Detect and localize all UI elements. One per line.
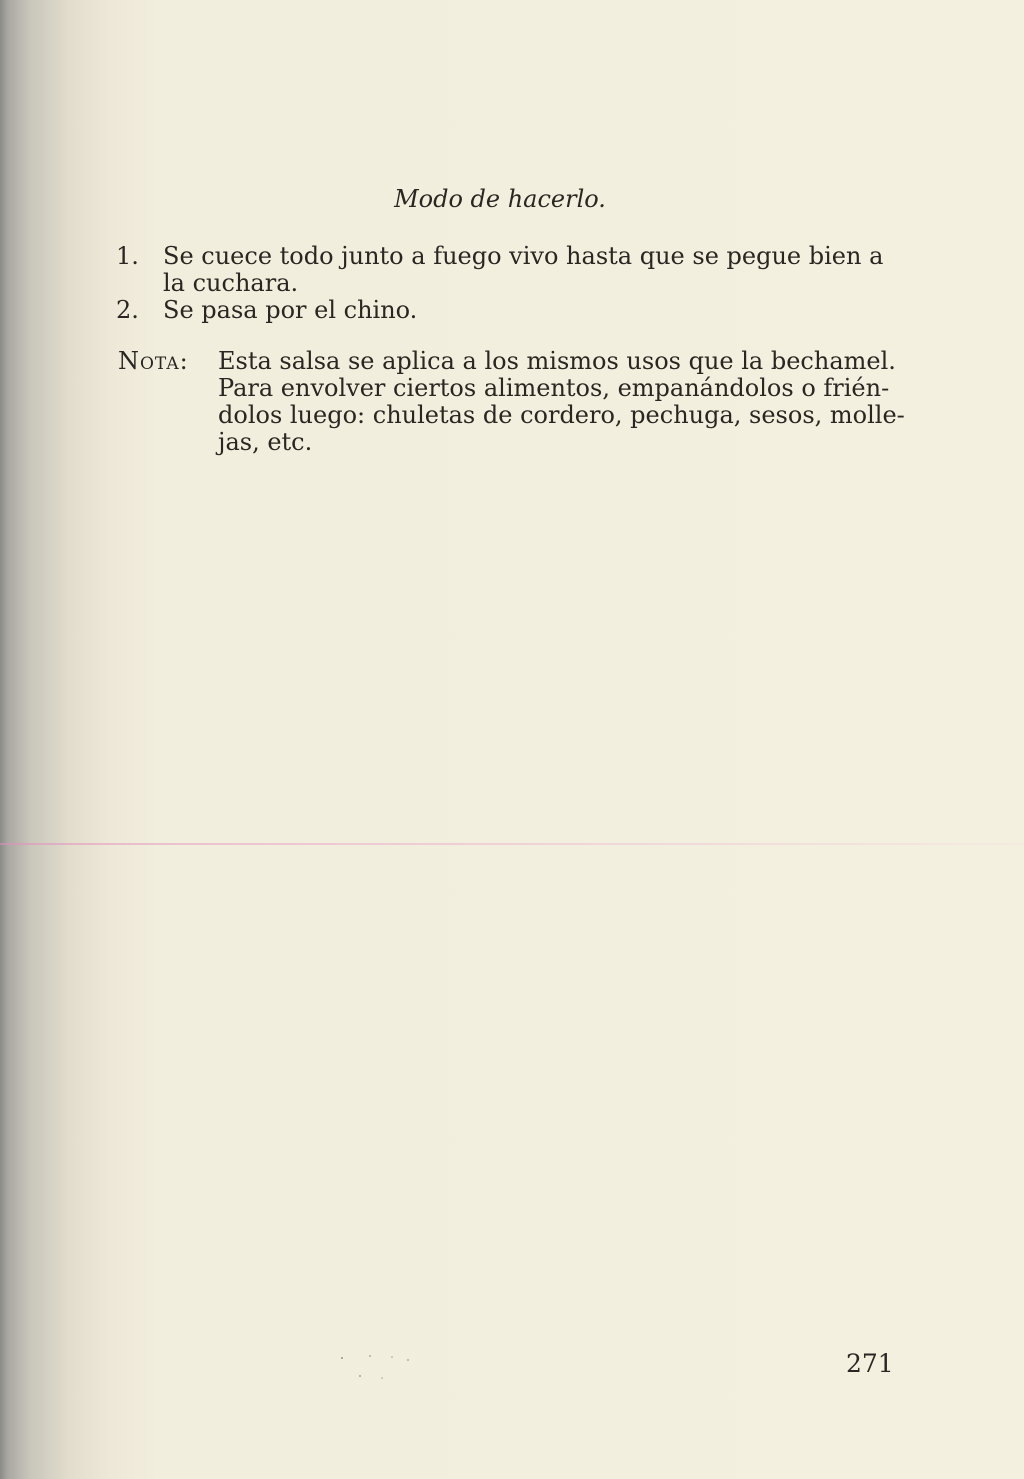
step-item	[116, 297, 896, 324]
step-text	[163, 297, 891, 324]
note-label: Nota:	[118, 347, 189, 375]
print-specks	[330, 1348, 450, 1388]
step-number: 1.	[116, 242, 139, 270]
note-line: Para envolver ciertos alimentos, empanándolos o frién-	[218, 374, 890, 402]
note-line: jas, etc.	[218, 428, 313, 456]
step-line: Se pasa por el chino.	[163, 296, 418, 324]
step-item	[116, 243, 896, 297]
step-text	[163, 243, 891, 297]
note-line: dolos luego: chuletas de cordero, pechuga, sesos, molle-	[218, 401, 905, 429]
note-line: Esta salsa se aplica a los mismos usos que la bechamel.	[218, 347, 896, 375]
page-number: 271	[846, 1349, 894, 1378]
step-number: 2.	[116, 296, 139, 324]
step-line: Se cuece todo junto a fuego vivo hasta que se pegue bien a	[163, 242, 884, 270]
scan-artifact-line	[0, 843, 1024, 845]
section-heading: Modo de hacerlo.	[394, 185, 606, 213]
note-body	[218, 347, 905, 456]
step-line: la cuchara.	[163, 269, 299, 297]
